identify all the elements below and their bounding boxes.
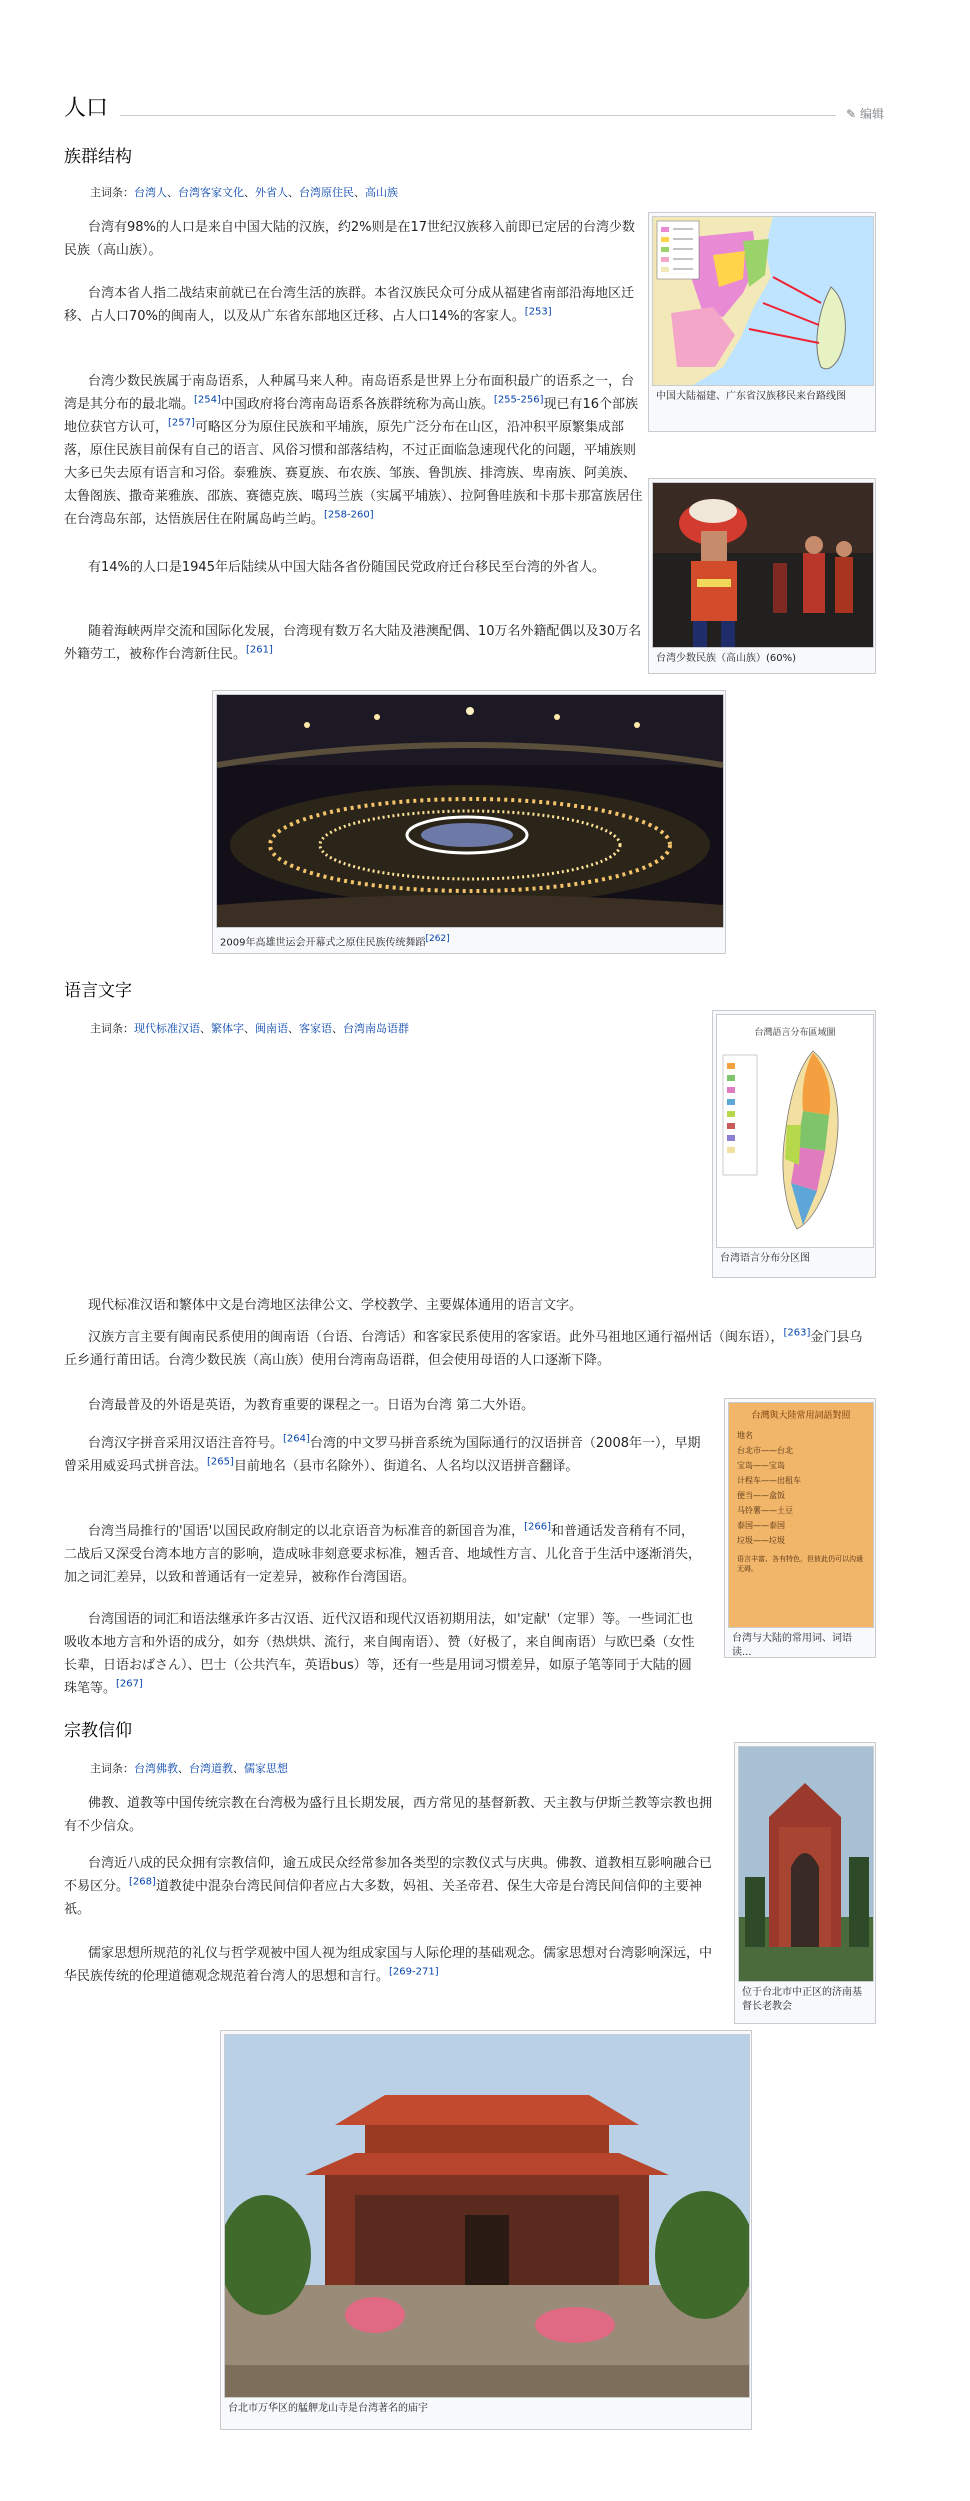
hatnote-religion: 主词条：台湾佛教、台湾道教、儒家思想	[90, 1762, 288, 1775]
ethnic-paragraph-1: 台湾有98%的人口是来自中国大陆的汉族，约2%则是在17世纪汉族移入前即已定居的台湾少数民族（高山族）。	[64, 220, 636, 258]
ref-link[interactable]: [265]	[207, 1456, 234, 1468]
hatnote-link[interactable]: 台湾人	[134, 186, 167, 199]
pencil-icon: ✎	[846, 107, 860, 121]
hatnote-link[interactable]: 台湾道教	[189, 1762, 233, 1775]
ethnic-paragraph-3: 台湾少数民族属于南岛语系，人种属马来人种。南岛语系是世界上分布面积最广的语系之一，台湾是其分布的最北端。[254]中国政府将台湾南岛语系各族群统称为高山族。[255-256]现已有16个部族地位获官方认可，[257]可略区分为原住民族和平埔族，原先广泛分布在山区，沿冲积平原繁集成部落，原住民族目前保有自己的语言、风俗习惯和部落结构，不过正面临急速现代化的问题，平埔族则大多已失去原有语言和习俗。泰雅族、赛夏族、布农族、邹族、鲁凯族、排湾族、卑南族、阿美族、太鲁阁族、撒奇莱雅族、邵族、赛德克族、噶玛兰族（实属平埔族）、拉阿鲁哇族和卡那卡那富族居住在台湾岛东部，达悟族居住在附属岛屿兰屿。[258-260]	[64, 374, 643, 527]
language-paragraph-5: 台湾当局推行的'国语'以国民政府制定的以北京语音为标准音的新国音为准，[266]和普通话发音稍有不同，二战后又深受台湾本地方言的影响，造成咏非刻意要求标准，翘舌音、地域性方言、儿化音于生活中逐渐消失，加之词汇差异，以致和普通话有一定差异，被称作台湾国语。	[64, 1521, 702, 1585]
ref-link[interactable]: [263]	[783, 1327, 811, 1339]
religion-paragraph-2: 台湾近八成的民众拥有宗教信仰，逾五成民众经常参加各类型的宗教仪式与庆典。佛教、道教相互影响融合已不易区分。[268]道教徒中混杂台湾民间信仰者应占大多数，妈祖、关圣帝君、保生大帝是台湾民间信仰的主要神祇。	[64, 1856, 713, 1917]
ref-link[interactable]: [264]	[283, 1433, 310, 1445]
edit-link[interactable]: ✎ 编辑	[846, 107, 884, 121]
church-photo-thumbnail[interactable]	[734, 1742, 876, 2024]
language-paragraph-3: 台湾最普及的外语是英语，为教育重要的课程之一。日语为台湾 第二大外语。	[88, 1398, 535, 1413]
language-map-image	[716, 1014, 874, 1248]
ref-link[interactable]: [261]	[246, 644, 273, 656]
ref-link[interactable]: [257]	[168, 417, 195, 429]
hatnote-ethnic: 主词条：台湾人、台湾客家文化、外省人、台湾原住民、高山族	[90, 186, 398, 199]
aboriginal-photo-caption: 台湾少数民族（高山族）(60%)	[656, 653, 797, 664]
hatnote-link[interactable]: 台湾客家文化	[178, 186, 244, 199]
hatnote-link[interactable]: 外省人	[255, 186, 288, 199]
hatnote-link[interactable]: 繁体字	[211, 1022, 244, 1035]
ref-link[interactable]: [268]	[129, 1876, 156, 1888]
stadium-photo-thumbnail[interactable]	[212, 690, 726, 954]
vocab-card-image: 台灣與大陸常用詞語對照 地名 台北市——台北 宝岛——宝岛 计程车——出租车 便当——盒饭 马铃薯——土豆 泰国——泰国 垃圾——垃圾 语言丰富、各有特色，但彼此仍可以沟通无碍。	[728, 1402, 874, 1628]
ref-link[interactable]: [267]	[116, 1678, 143, 1690]
ref-link[interactable]: [255-256]	[493, 394, 544, 406]
migration-map-thumbnail[interactable]	[648, 212, 876, 432]
church-photo-caption: 位于台北市中正区的济南基督长老教会	[742, 1987, 862, 2012]
ref-link[interactable]: [253]	[524, 306, 552, 318]
vocab-card-caption: 台湾与大陆的常用词、词语读...	[732, 1633, 852, 1658]
hatnote-language: 主词条：现代标准汉语、繁体字、闽南语、客家语、台湾南岛语群	[90, 1022, 409, 1035]
stadium-photo-image	[216, 694, 724, 928]
language-map-thumbnail[interactable]	[712, 1010, 876, 1278]
ethnic-paragraph-2: 台湾本省人指二战结束前就已在台湾生活的族群。本省汉族民众可分成从福建省南部沿海地区迁移、占人口70%的闽南人，以及从广东省东部地区迁移、占人口14%的客家人。[253]	[64, 286, 635, 324]
stadium-photo-caption: 2009年高雄世运会开幕式之原住民族传统舞蹈[262]	[220, 934, 450, 949]
hatnote-link[interactable]: 台湾南岛语群	[343, 1022, 409, 1035]
church-photo-image	[738, 1746, 874, 1982]
ref-link[interactable]: [254]	[194, 394, 221, 406]
heading-rule	[120, 115, 836, 116]
temple-photo-thumbnail[interactable]	[220, 2030, 752, 2430]
language-paragraph-2: 汉族方言主要有闽南民系使用的闽南语（台语、台湾话）和客家民系使用的客家语。此外马祖地区通行福州话（闽东语），[263]金门县乌丘乡通行莆田话。台湾少数民族（高山族）使用台湾南岛语群，但会使用母语的人口逐渐下降。	[64, 1327, 863, 1368]
hatnote-link[interactable]: 闽南语	[255, 1022, 288, 1035]
ref-link[interactable]: [266]	[524, 1521, 552, 1533]
migration-map-image	[652, 216, 874, 386]
ethnic-paragraph-4: 有14%的人口是1945年后陆续从中国大陆各省份随国民党政府迁台移民至台湾的外省人。	[88, 560, 605, 575]
migration-map-caption: 中国大陆福建、广东省汉族移民来台路线图	[656, 391, 846, 402]
ref-link[interactable]: [258-260]	[324, 509, 374, 521]
religion-paragraph-1: 佛教、道教等中国传统宗教在台湾极为盛行且长期发展，西方常见的基督新教、天主教与伊斯兰教等宗教也拥有不少信众。	[64, 1796, 713, 1834]
religion-paragraph-3: 儒家思想所规范的礼仪与哲学观被中国人视为组成家国与人际伦理的基础观念。儒家思想对台湾影响深远，中华民族传统的伦理道德观念规范着台湾人的思想和言行。[269-271]	[64, 1946, 713, 1984]
hatnote-link[interactable]: 台湾佛教	[134, 1762, 178, 1775]
ref-link[interactable]: [262]	[425, 934, 450, 944]
hatnote-link[interactable]: 客家语	[299, 1022, 332, 1035]
section-heading-population	[64, 96, 884, 122]
ethnic-paragraph-5: 随着海峡两岸交流和国际化发展，台湾现有数万名大陆及港澳配偶、10万名外籍配偶以及30万名外籍劳工，被称作台湾新住民。[261]	[64, 624, 642, 662]
temple-photo-caption: 台北市万华区的艋舺龙山寺是台湾著名的庙宇	[228, 2403, 428, 2414]
language-paragraph-4: 台湾汉字拼音采用汉语注音符号。[264]台湾的中文罗马拼音系统为国际通行的汉语拼音（2008年一），早期曾采用威妥玛式拼音法。[265]目前地名（县市名除外）、街道名、人名均以汉语拼音翻译。	[64, 1433, 701, 1474]
hatnote-link[interactable]: 台湾原住民	[299, 186, 354, 199]
language-map-title: 台灣語言分布區域圖	[754, 1028, 836, 1038]
subsection-ethnic-title: 族群结构	[64, 147, 132, 167]
ref-link[interactable]: [269-271]	[389, 1966, 439, 1978]
section-title: 人口	[64, 96, 109, 121]
hatnote-link[interactable]: 儒家思想	[244, 1762, 288, 1775]
vocab-card-thumbnail[interactable]	[724, 1398, 876, 1658]
hatnote-link[interactable]: 现代标准汉语	[134, 1022, 200, 1035]
aboriginal-photo-image	[652, 482, 874, 648]
language-paragraph-6: 台湾国语的词汇和语法继承许多古汉语、近代汉语和现代汉语初期用法，如'定献'（定罪）等。一些词汇也吸收本地方言和外语的成分，如夯（热烘烘、流行，来自闽南语）、赞（好极了，来自闽南语）与欧巴桑（女性长辈，日语おばさん）、巴士（公共汽车，英语bus）等，还有一些是用词习惯差异，如原子笔等同于大陆的圆珠笔等。[267]	[64, 1612, 695, 1696]
subsection-language-title: 语言文字	[64, 981, 132, 1001]
subsection-religion-title: 宗教信仰	[64, 1721, 132, 1741]
language-map-caption: 台湾语言分布分区图	[720, 1253, 810, 1264]
hatnote-link[interactable]: 高山族	[365, 186, 398, 199]
temple-photo-image	[224, 2034, 750, 2398]
language-paragraph-1: 现代标准汉语和繁体中文是台湾地区法律公文、学校教学、主要媒体通用的语言文字。	[88, 1298, 583, 1313]
vocab-card-title: 台灣與大陸常用詞語對照	[751, 1411, 851, 1421]
aboriginal-photo-thumbnail[interactable]	[648, 478, 876, 674]
